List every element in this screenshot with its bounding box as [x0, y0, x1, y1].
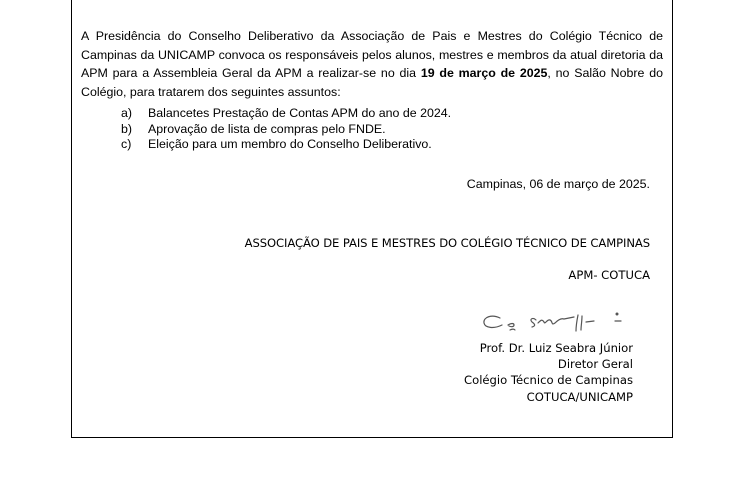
- signature-block: [464, 340, 633, 405]
- signatory-role: Diretor Geral: [557, 357, 633, 372]
- convocation-paragraph: [81, 27, 663, 101]
- agenda-item-text: Eleição para um membro do Conselho Deliberativo.: [148, 137, 432, 152]
- agenda-item-marker: a): [121, 106, 133, 120]
- dateline: Campinas, 06 de março de 2025.: [466, 177, 650, 191]
- organization-name: ASSOCIAÇÃO DE PAIS E MESTRES DO COLÉGIO TÉCNICO DE CAMPINAS: [244, 236, 650, 250]
- signatory-name: Prof. Dr. Luiz Seabra Júnior: [479, 341, 633, 355]
- agenda-item-marker: c): [121, 137, 132, 152]
- meeting-date: 19 de março de 2025: [420, 66, 548, 81]
- agenda-item: [121, 122, 451, 138]
- intro-text-end: , no Salão Nobre do Colégio, para tratarem dos seguintes assuntos:: [81, 66, 663, 99]
- agenda-item-text: Balancetes Prestação de Contas APM do ano de 2024.: [148, 106, 452, 120]
- signatory-unit: COTUCA/UNICAMP: [526, 389, 633, 404]
- organization-short-name: APM- COTUCA: [568, 268, 650, 282]
- agenda-item: [121, 137, 451, 153]
- agenda-item-text: Aprovação de lista de compras pelo FNDE.: [148, 121, 386, 136]
- agenda-item: [121, 106, 451, 122]
- agenda-item-marker: b): [121, 121, 133, 136]
- handwritten-signature: [478, 304, 638, 336]
- agenda-list: [121, 106, 451, 153]
- intro-text: A Presidência do Conselho Deliberativo da Associação de Pais e Mestres do Colégio Técnico de Campinas da UNICAMP convoca os responsáveis pelos alunos, mestres e membros da atual diretoria da APM para a Assembleia Geral da APM a realizar-se no dia: [81, 29, 663, 81]
- signatory-institution: Colégio Técnico de Campinas: [464, 373, 633, 388]
